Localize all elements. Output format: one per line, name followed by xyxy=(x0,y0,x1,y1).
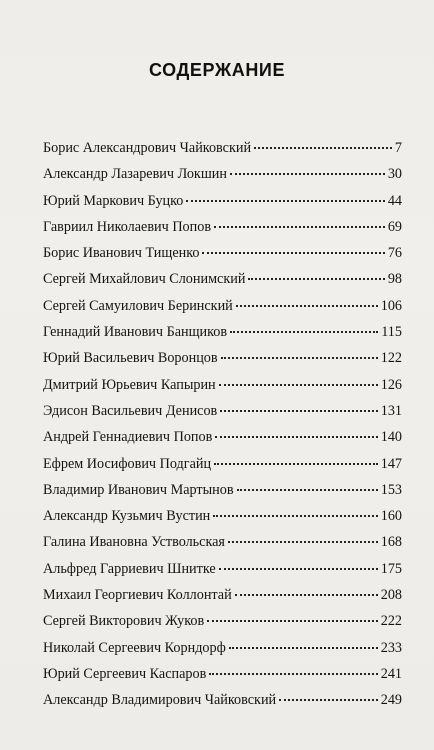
dot-leader xyxy=(235,594,378,596)
toc-entry-name: Альфред Гарриевич Шнитке xyxy=(43,560,216,577)
toc-entry-page: 160 xyxy=(380,508,402,525)
toc-entry xyxy=(43,297,402,323)
dot-leader xyxy=(202,252,384,254)
toc-entry xyxy=(43,402,402,428)
toc-entry-page: 222 xyxy=(380,613,402,630)
toc-entry xyxy=(43,533,402,559)
dot-leader xyxy=(207,620,378,622)
toc-entry-name: Геннадий Иванович Банщиков xyxy=(43,324,228,341)
toc-entry xyxy=(43,139,402,165)
dot-leader xyxy=(254,147,392,149)
toc-entry-name: Александр Владимирович Чайковский xyxy=(43,692,277,709)
toc-entry-page: 7 xyxy=(394,140,402,156)
toc-entry-name: Николай Сергеевич Корндорф xyxy=(43,639,226,656)
toc-entry xyxy=(43,507,402,533)
toc-entry-name: Юрий Сергеевич Каспаров xyxy=(43,665,207,682)
toc-entry-page: 69 xyxy=(387,218,402,235)
toc-entry xyxy=(43,586,402,612)
dot-leader xyxy=(221,357,378,359)
toc-entry-name: Сергей Самуилович Беринский xyxy=(43,297,233,314)
toc-entry-name: Юрий Маркович Буцко xyxy=(43,192,184,209)
dot-leader xyxy=(230,331,378,333)
dot-leader xyxy=(186,200,384,202)
dot-leader xyxy=(228,541,378,543)
toc-entry xyxy=(43,323,402,349)
dot-leader xyxy=(229,647,378,649)
toc-entry-page: 122 xyxy=(380,350,402,367)
toc-entry-page: 175 xyxy=(380,560,402,577)
toc-entry-name: Гавриил Николаевич Попов xyxy=(43,218,212,235)
toc-entry xyxy=(43,665,402,691)
toc-entry xyxy=(43,376,402,402)
toc-entry-name: Борис Александрович Чайковский xyxy=(43,140,252,156)
toc-entry xyxy=(43,560,402,586)
toc-entry-name: Ефрем Иосифович Подгайц xyxy=(43,455,212,472)
toc-entry-name: Сергей Викторович Жуков xyxy=(43,613,205,630)
dot-leader xyxy=(213,515,377,517)
toc-entry-name: Александр Лазаревич Локшин xyxy=(43,166,227,183)
toc-entry-name: Владимир Иванович Мартынов xyxy=(43,481,234,498)
toc-entry-page: 98 xyxy=(387,271,402,288)
dot-leader xyxy=(209,673,377,675)
toc-entry-page: 147 xyxy=(380,455,402,472)
toc-entry-name: Борис Иванович Тищенко xyxy=(43,245,200,262)
dot-leader xyxy=(214,463,378,465)
toc-entry xyxy=(43,481,402,507)
toc-entry-name: Михаил Георгиевич Коллонтай xyxy=(43,587,232,604)
toc-entry-name: Андрей Геннадиевич Попов xyxy=(43,429,213,446)
toc-entry-page: 249 xyxy=(380,692,402,709)
toc-entry xyxy=(43,691,402,717)
toc-entry-name: Сергей Михайлович Слонимский xyxy=(43,271,246,288)
toc-entry-page: 233 xyxy=(380,639,402,656)
toc-entry xyxy=(43,192,402,218)
toc-entry-page: 30 xyxy=(387,166,402,183)
dot-leader xyxy=(237,489,378,491)
toc-entry-page: 168 xyxy=(380,534,402,551)
page-title: СОДЕРЖАНИЕ xyxy=(148,60,286,80)
table-of-contents xyxy=(43,139,402,718)
dot-leader xyxy=(230,173,385,175)
dot-leader xyxy=(236,305,378,307)
toc-entry-page: 44 xyxy=(387,192,402,209)
dot-leader xyxy=(220,410,377,412)
toc-entry xyxy=(43,244,402,270)
toc-entry-name: Александр Кузьмич Вустин xyxy=(43,508,211,525)
dot-leader xyxy=(248,278,384,280)
toc-entry-page: 140 xyxy=(380,429,402,446)
toc-entry-name: Дмитрий Юрьевич Капырин xyxy=(43,376,216,393)
toc-entry-page: 115 xyxy=(381,324,402,341)
toc-entry xyxy=(43,428,402,454)
toc-entry-name: Эдисон Васильевич Денисов xyxy=(43,402,218,419)
dot-leader xyxy=(219,568,378,570)
toc-entry-page: 106 xyxy=(380,297,402,314)
toc-entry-name: Юрий Васильевич Воронцов xyxy=(43,350,218,367)
toc-entry xyxy=(43,349,402,375)
toc-entry xyxy=(43,218,402,244)
toc-entry-page: 131 xyxy=(380,402,402,419)
toc-entry-page: 76 xyxy=(387,245,402,262)
toc-entry-page: 241 xyxy=(380,665,402,682)
toc-entry xyxy=(43,612,402,638)
dot-leader xyxy=(219,384,378,386)
toc-entry xyxy=(43,639,402,665)
dot-leader xyxy=(214,226,385,228)
toc-entry xyxy=(43,270,402,296)
dot-leader xyxy=(279,699,378,701)
toc-entry-page: 126 xyxy=(380,376,402,393)
toc-entry-page: 153 xyxy=(380,481,402,498)
toc-entry xyxy=(43,165,402,191)
toc-entry xyxy=(43,455,402,481)
toc-entry-name: Галина Ивановна Уствольская xyxy=(43,534,225,551)
dot-leader xyxy=(215,436,377,438)
toc-entry-page: 208 xyxy=(380,587,402,604)
